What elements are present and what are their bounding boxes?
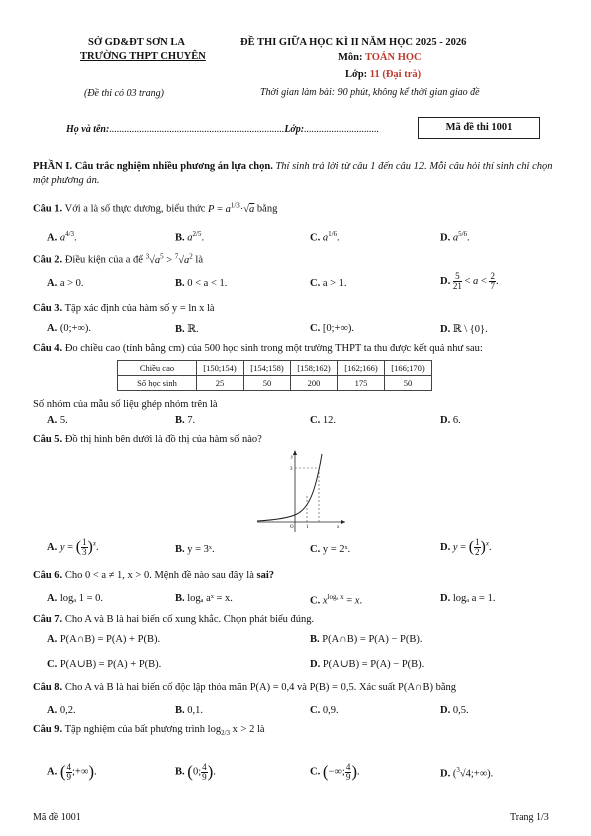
q7-option-d[interactable]: D. P(A∪B) = P(A) − P(B).	[310, 659, 425, 670]
q3-option-d[interactable]: D. ℝ \ {0}.	[440, 324, 488, 335]
q2-option-d[interactable]: D. $\frac{5}{21}$ < a < $\frac{2}{7}$ .	[440, 271, 499, 291]
q8-label: Câu 8.	[33, 682, 63, 693]
q5-label: Câu 5.	[33, 434, 63, 445]
q9-label: Câu 9.	[33, 724, 63, 735]
q1-tail: bằng	[254, 203, 278, 215]
question-6	[33, 570, 563, 581]
q8-option-c[interactable]: C. 0,9.	[310, 705, 339, 716]
exam-code-box: Mã đề thi 1001	[418, 117, 540, 139]
class-line	[345, 69, 421, 80]
q7-text: Cho A và B là hai biến cố xung khắc. Chọn phát biểu đúng.	[62, 614, 315, 625]
name-label: Họ và tên:	[66, 124, 110, 135]
pages-note: (Đề thi có 03 trang)	[84, 88, 164, 99]
class-value: 11 (Đại trà)	[369, 69, 422, 80]
student-name-line	[66, 124, 379, 135]
q9-option-d[interactable]: D. ($^3$√4;+∞).	[440, 766, 494, 780]
time-note: Thời gian làm bài: 90 phút, không kể thời gian giao đề	[260, 87, 480, 98]
svg-text:3: 3	[290, 467, 293, 472]
q8-text: Cho A và B là hai biến cố độc lập thỏa mãn P(A) = 0,4 và P(B) = 0,5. Xác suất P(A∩B) bằng	[62, 682, 457, 693]
footer-exam-code: Mã đề 1001	[33, 812, 81, 823]
svg-text:O: O	[290, 525, 294, 530]
table-cell: 200	[291, 376, 338, 391]
question-4	[33, 343, 563, 354]
q4-option-a[interactable]: A. 5.	[47, 415, 68, 426]
class-label: Lớp:	[345, 69, 370, 80]
part1-heading	[33, 160, 563, 188]
q6-option-d[interactable]: D. logₐ a = 1.	[440, 593, 496, 604]
q4-label: Câu 4.	[33, 343, 63, 354]
question-1	[33, 201, 563, 215]
q1-expr: $P = a^{1/3}\cdot√a$	[207, 201, 255, 215]
class-field-label: Lớp:	[284, 124, 305, 135]
q1-option-c[interactable]: C. $a^{1/6}$.	[310, 230, 340, 244]
q6-emph: sai?	[256, 570, 275, 581]
q4-text: Đo chiều cao (tính bằng cm) của 500 học sinh trong một trường THPT ta thu được kết quả như sau:	[62, 343, 483, 354]
q5-option-b[interactable]: B. y = 3ˣ.	[175, 544, 215, 555]
table-cell: 175	[338, 376, 385, 391]
q3-label: Câu 3.	[33, 303, 63, 314]
q9-option-b[interactable]: B. (0; $\frac{4}{9}$ ).	[175, 761, 216, 782]
subject-label: Môn:	[338, 52, 365, 63]
school-name: TRƯỜNG THPT CHUYÊN	[80, 51, 206, 62]
q5-option-a[interactable]: A. y = ( $\frac{1}{3}$ )$^x$.	[47, 537, 99, 557]
table-cell: 50	[385, 376, 432, 391]
svg-text:y: y	[291, 455, 294, 460]
q7-option-c[interactable]: C. P(A∪B) = P(A) + P(B).	[47, 659, 162, 670]
q2-text: Điều kiện của a để	[62, 254, 146, 266]
q9-tail: x > 2 là	[230, 724, 265, 735]
svg-text:x: x	[337, 525, 340, 530]
q6-option-c[interactable]: C. $x^{log_a x} = x$.	[310, 593, 363, 607]
question-3	[33, 303, 563, 314]
svg-text:1: 1	[306, 525, 309, 530]
class-dots[interactable]: ..............................	[304, 124, 380, 135]
q5-option-d[interactable]: D. y = ( $\frac{1}{2}$ )$^x$.	[440, 537, 492, 557]
table-row	[118, 361, 432, 376]
table-cell: Số học sinh	[118, 376, 197, 391]
height-distribution-table	[117, 360, 432, 391]
exponential-graph	[255, 448, 347, 534]
q9-option-a[interactable]: A. ( $\frac{4}{9}$ ;+∞).	[47, 761, 97, 782]
subject-line	[338, 52, 422, 63]
q1-text: Với a là số thực dương, biểu thức	[62, 203, 208, 215]
q4-option-b[interactable]: B. 7.	[175, 415, 196, 426]
q5-option-c[interactable]: C. y = 2ˣ.	[310, 544, 351, 555]
q6-label: Câu 6.	[33, 570, 63, 581]
q3-text: Tập xác định của hàm số y = ln x là	[62, 303, 215, 314]
q2-expr: $^3√a^5 > ^7√a^2$	[145, 252, 193, 266]
name-dots[interactable]: ......................................................................	[109, 124, 285, 135]
table-cell: [166;170)	[385, 361, 432, 376]
q3-option-c[interactable]: C. [0;+∞).	[310, 323, 355, 334]
q2-option-c[interactable]: C. a > 1.	[310, 278, 347, 289]
q3-option-b[interactable]: B. ℝ.	[175, 324, 199, 335]
q8-option-a[interactable]: A. 0,2.	[47, 705, 76, 716]
q1-label: Câu 1.	[33, 203, 63, 215]
q5-text: Đồ thị hình bên dưới là đồ thị của hàm số nào?	[62, 434, 262, 445]
q7-option-a[interactable]: A. P(A∩B) = P(A) + P(B).	[47, 634, 161, 645]
table-row	[118, 376, 432, 391]
table-cell: [162;166)	[338, 361, 385, 376]
q1-option-d[interactable]: D. $a^{5/6}$.	[440, 230, 470, 244]
question-5	[33, 434, 563, 445]
exam-title: ĐỀ THI GIỮA HỌC KÌ II NĂM HỌC 2025 - 2026	[240, 37, 467, 48]
q3-option-a[interactable]: A. (0;+∞).	[47, 323, 92, 334]
table-cell: 25	[197, 376, 244, 391]
q9-option-c[interactable]: C. (−∞; $\frac{4}{9}$ ).	[310, 761, 360, 782]
question-2	[33, 252, 563, 266]
question-7	[33, 614, 563, 625]
q1-option-b[interactable]: B. $a^{2/5}$.	[175, 230, 205, 244]
q7-option-b[interactable]: B. P(A∩B) = P(A) − P(B).	[310, 634, 423, 645]
q2-option-a[interactable]: A. a > 0.	[47, 278, 84, 289]
q2-label: Câu 2.	[33, 254, 63, 266]
q9-text: Tập nghiệm của bất phương trình	[62, 724, 208, 735]
table-cell: [150;154)	[197, 361, 244, 376]
q2-option-b[interactable]: B. 0 < a < 1.	[175, 278, 228, 289]
department-name: SỞ GD&ĐT SƠN LA	[88, 37, 185, 48]
q2-tail: là	[192, 254, 203, 266]
q4-option-d[interactable]: D. 6.	[440, 415, 461, 426]
q7-label: Câu 7.	[33, 614, 63, 625]
q4-follow: Số nhóm của mẫu số liệu ghép nhóm trên là	[33, 399, 218, 410]
q4-option-c[interactable]: C. 12.	[310, 415, 336, 426]
q1-option-a[interactable]: A. $a^{4/3}$.	[47, 230, 77, 244]
q6-text: Cho 0 < a ≠ 1, x > 0. Mệnh đề nào sau đây là	[62, 570, 257, 581]
footer-page-number: Trang 1/3	[510, 812, 549, 823]
part1-title: PHẦN I. Câu trắc nghiệm nhiều phương án lựa chọn.	[33, 161, 273, 172]
question-8	[33, 682, 563, 693]
table-cell: Chiều cao	[118, 361, 197, 376]
q8-option-b[interactable]: B. 0,1.	[175, 705, 204, 716]
q6-option-a[interactable]: A. logₐ 1 = 0.	[47, 593, 104, 604]
q8-option-d[interactable]: D. 0,5.	[440, 705, 469, 716]
table-cell: 50	[244, 376, 291, 391]
q9-expr: $\log_{2/3}$	[207, 724, 231, 738]
part1-instruction: Thí sinh trả lời từ câu 1 đến câu 12. Mỗi câu hỏi thí sinh chỉ chọn một phương án.	[33, 161, 553, 186]
question-9	[33, 724, 563, 737]
q6-option-b[interactable]: B. logₐ aˣ = x.	[175, 593, 233, 604]
table-cell: [158;162)	[291, 361, 338, 376]
table-cell: [154;158)	[244, 361, 291, 376]
subject-value: TOÁN HỌC	[364, 52, 422, 63]
